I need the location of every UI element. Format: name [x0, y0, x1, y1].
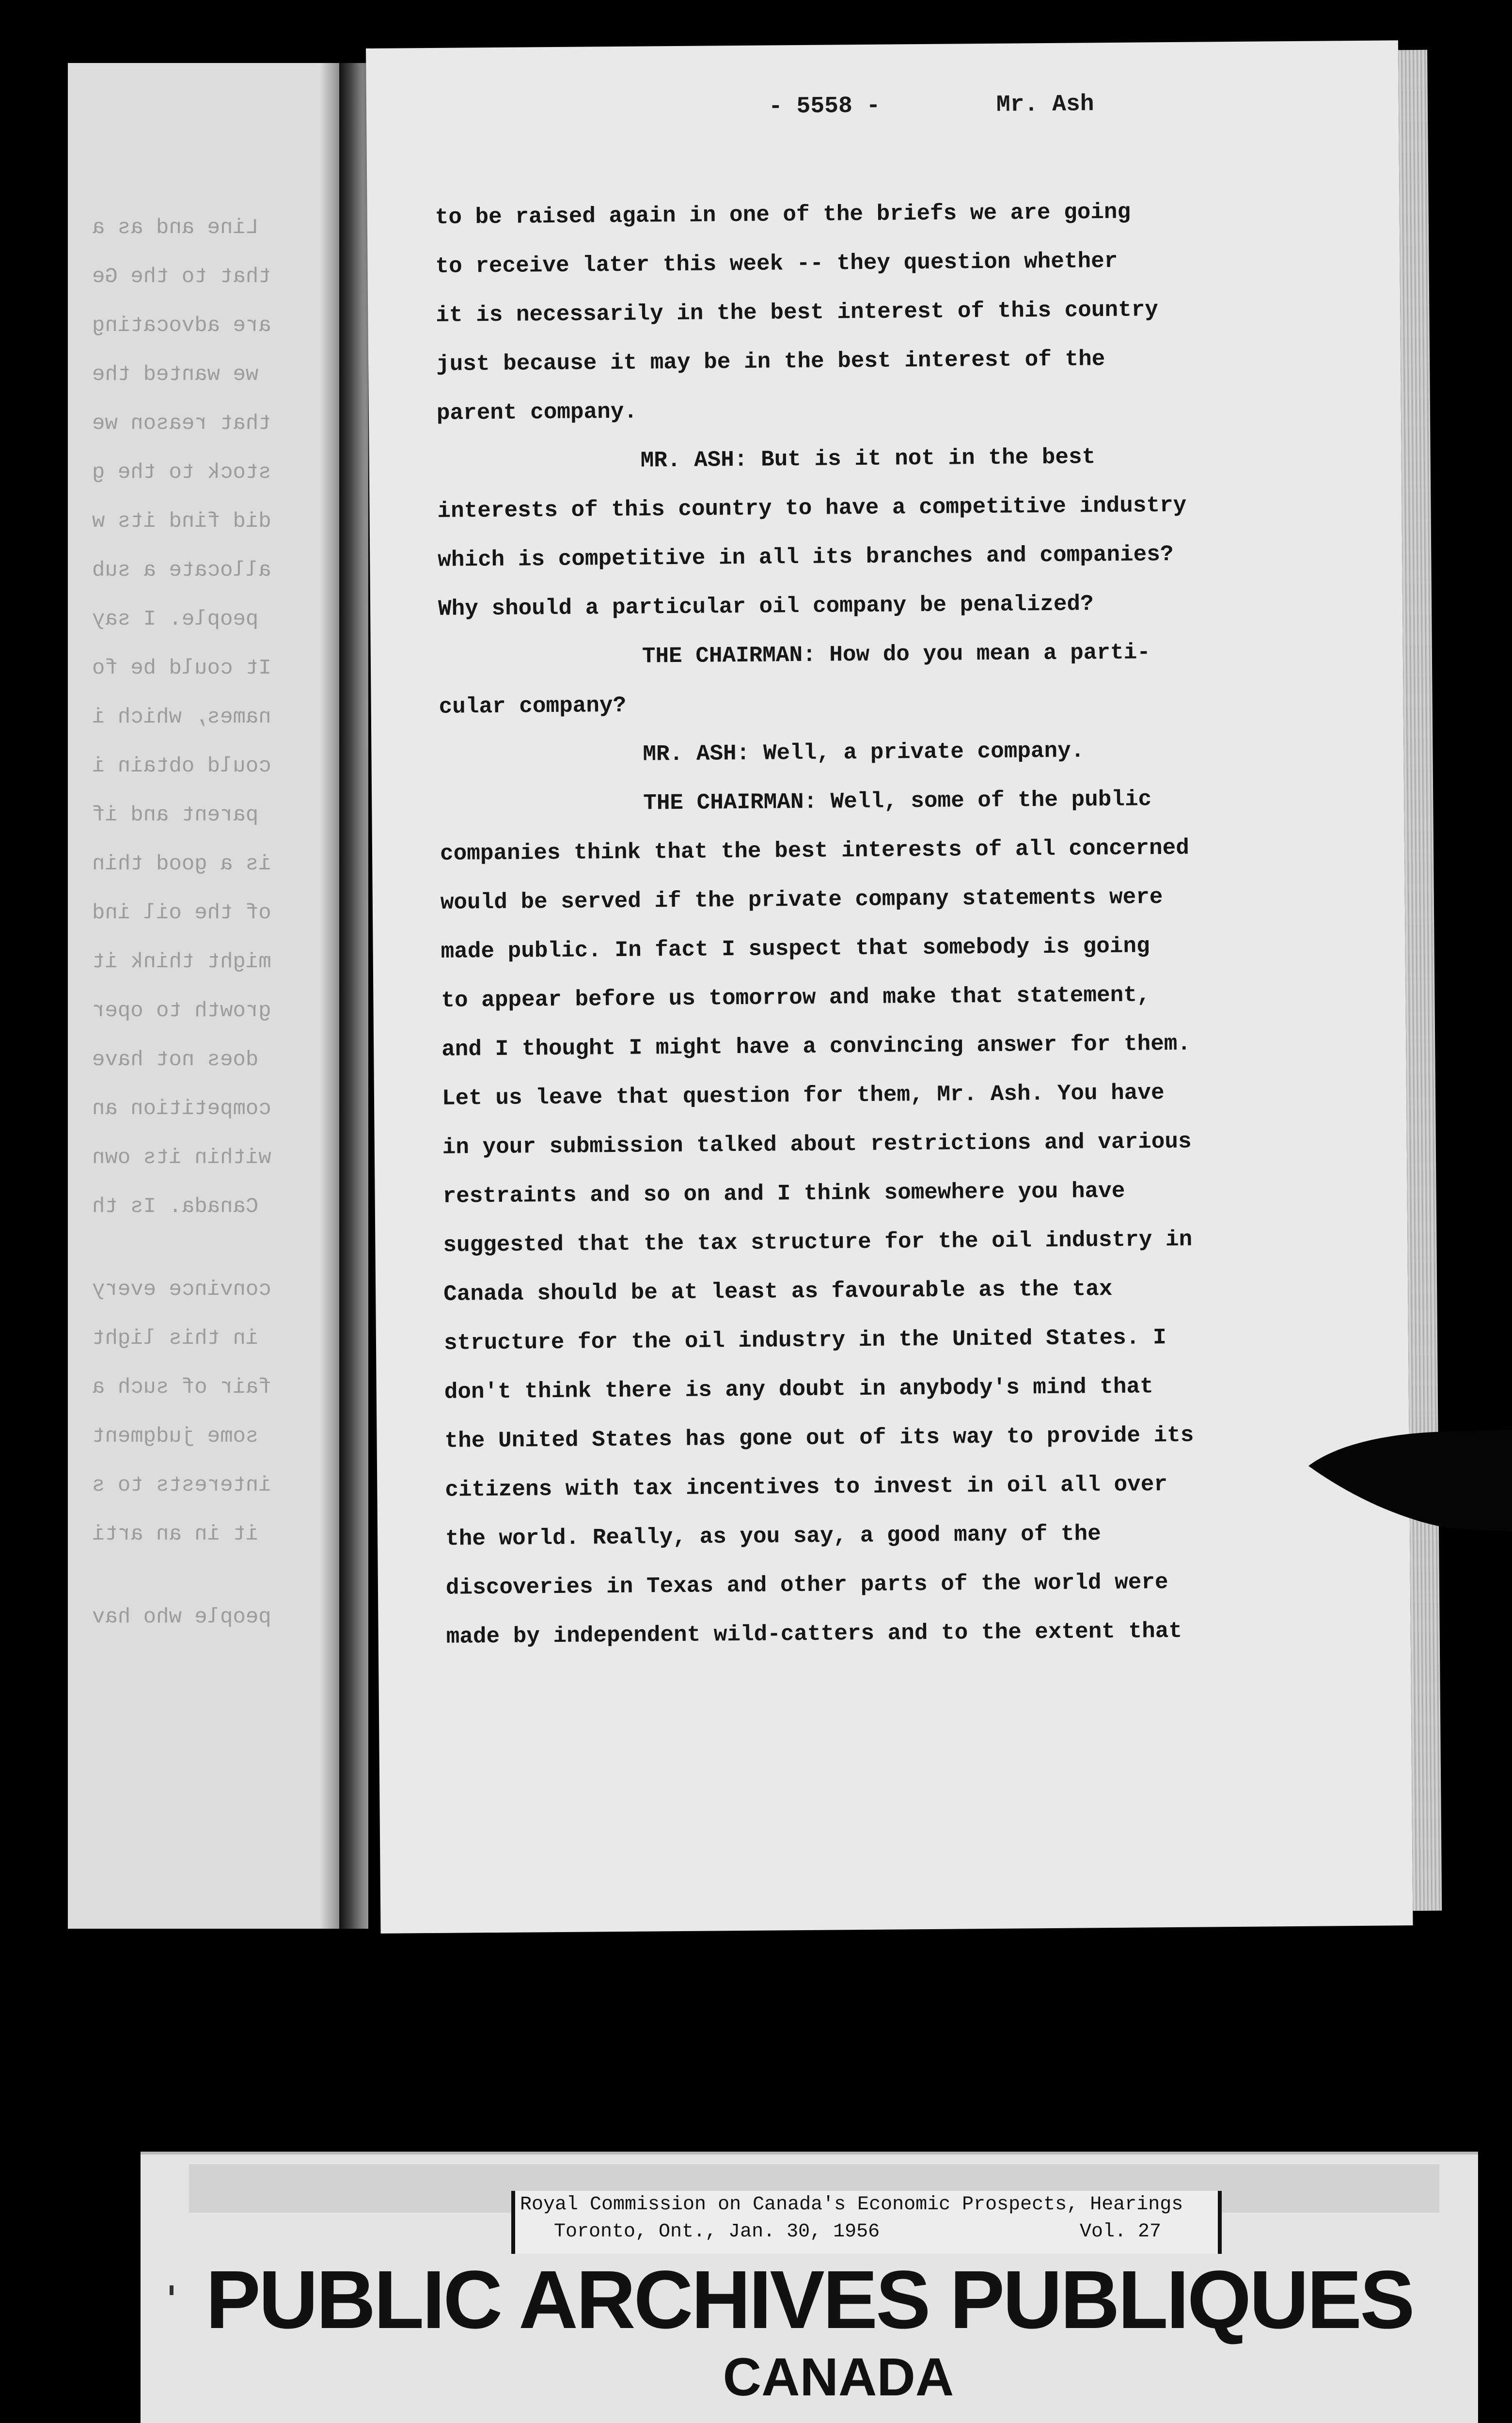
- transcript-page: [366, 40, 1413, 1934]
- facing-page-line: in this light: [92, 1326, 259, 1351]
- facing-page-line: that reason we: [92, 411, 271, 436]
- transcript-line: the world. Really, as you say, a good many of the: [445, 1521, 1101, 1552]
- facing-page-line: some judgment: [92, 1424, 259, 1448]
- transcript-line: to appear before us tomorrow and make that statement,: [441, 982, 1150, 1013]
- transcript-line: the United States has gone out of its way to provide its: [444, 1422, 1194, 1454]
- transcript-line: discoveries in Texas and other parts of the world were: [445, 1570, 1168, 1601]
- transcript-line: and I thought I might have a convincing answer for them.: [441, 1031, 1191, 1062]
- page-fold-shadow: [320, 63, 339, 1929]
- facing-page-line: is a good thin: [92, 852, 271, 876]
- archive-title: PUBLIC ARCHIVES PUBLIQUES: [205, 2254, 1413, 2346]
- facing-page-line: fair of such a: [92, 1375, 271, 1400]
- transcript-line: in your submission talked about restrictions and various: [442, 1129, 1192, 1160]
- transcript-body: [435, 186, 1377, 1662]
- transcript-line: Let us leave that question for them, Mr. Ash. You have: [441, 1080, 1165, 1111]
- transcript-line: which is competitive in all its branches and companies?: [438, 541, 1174, 573]
- transcript-line: to be raised again in one of the briefs we are going: [435, 199, 1131, 230]
- transcript-line: interests of this country to have a competitive industry: [437, 492, 1187, 524]
- transcript-line: suggested that the tax structure for the oil industry in: [443, 1227, 1193, 1258]
- facing-page-line: convince every: [92, 1277, 271, 1302]
- transcript-line: it is necessarily in the best interest of this country: [436, 297, 1159, 328]
- transcript-line: THE CHAIRMAN: How do you mean a parti-: [642, 640, 1151, 669]
- facing-page-line: within its own: [92, 1146, 271, 1170]
- book-gutter: [339, 63, 368, 1929]
- facing-page-line: of the oil ind: [92, 901, 271, 925]
- reel-caption: [511, 2191, 1222, 2254]
- facing-page-line: interests to s: [92, 1473, 271, 1497]
- facing-page-line: did find its w: [92, 509, 271, 534]
- facing-page-line: does not have: [92, 1048, 259, 1072]
- facing-page-line: names, which i: [92, 705, 271, 729]
- facing-page-line: competition an: [92, 1097, 271, 1121]
- facing-page-line: people. I say: [92, 607, 259, 631]
- facing-page-line: [68, 1559, 339, 1593]
- caption-place-date: Toronto, Ont., Jan. 30, 1956: [554, 2221, 880, 2243]
- facing-page-line: we wanted the: [92, 362, 259, 387]
- facing-page-line: Canada. Is th: [92, 1195, 259, 1219]
- transcript-line: MR. ASH: But is it not in the best: [640, 444, 1096, 473]
- transcript-line: would be served if the private company statements were: [440, 884, 1163, 915]
- facing-page-line: that to the Ge: [92, 265, 271, 289]
- facing-page-line: it in an arti: [92, 1522, 259, 1546]
- facing-page-line: [68, 1231, 339, 1265]
- facing-page-line: It could be fo: [92, 656, 271, 680]
- transcript-line: Canada should be at least as favourable as the tax: [443, 1276, 1113, 1307]
- page-number: - 5558 -: [768, 93, 881, 120]
- transcript-line: made by independent wild-catters and to the extent that: [446, 1618, 1182, 1650]
- facing-page-line: stock to the g: [92, 460, 271, 485]
- facing-page-line: allocate a sub: [92, 558, 271, 582]
- page-stack-edge: [1398, 50, 1442, 1911]
- facing-page-line: parent and if: [92, 803, 259, 827]
- transcript-line: cular company?: [439, 692, 627, 720]
- running-speaker: Mr. Ash: [996, 91, 1094, 118]
- facing-page-line: Line and as a: [92, 216, 259, 240]
- transcript-line: citizens with tax incentives to invest in oil all over: [445, 1472, 1168, 1503]
- facing-page-line: people who hav: [92, 1605, 271, 1629]
- archive-label: [141, 2152, 1478, 2423]
- transcript-line: made public. In fact I suspect that somebody is going: [441, 933, 1150, 964]
- caption-volume: Vol. 27: [1080, 2221, 1162, 2243]
- bleed-through-text: [68, 204, 339, 1642]
- transcript-line: companies think that the best interests of all concerned: [440, 835, 1190, 866]
- facing-page-line: might think it: [92, 950, 271, 974]
- transcript-line: don't think there is any doubt in anybody's mind that: [444, 1374, 1153, 1405]
- finger-shadow-icon: [1308, 1425, 1512, 1536]
- transcript-line: THE CHAIRMAN: Well, some of the public: [643, 787, 1152, 816]
- facing-page-line: could obtain i: [92, 754, 271, 778]
- caption-title: Royal Commission on Canada's Economic Prospects, Hearings: [520, 2194, 1183, 2216]
- transcript-line: MR. ASH: Well, a private company.: [643, 738, 1085, 767]
- facing-page-line: growth to oper: [92, 999, 271, 1023]
- transcript-line: Why should a particular oil company be penalized?: [438, 591, 1094, 622]
- transcript-line: just because it may be in the best interest of the: [436, 346, 1105, 377]
- transcript-line: parent company.: [436, 399, 638, 426]
- facing-page-line: are advocating: [92, 314, 271, 338]
- archive-country: CANADA: [723, 2347, 954, 2407]
- transcript-line: structure for the oil industry in the United States. I: [443, 1325, 1166, 1356]
- facing-page: [68, 63, 339, 1929]
- transcript-line: to receive later this week -- they question whether: [435, 248, 1118, 279]
- page-header: [366, 89, 1399, 120]
- transcript-line: restraints and so on and I think somewhere you have: [442, 1178, 1125, 1209]
